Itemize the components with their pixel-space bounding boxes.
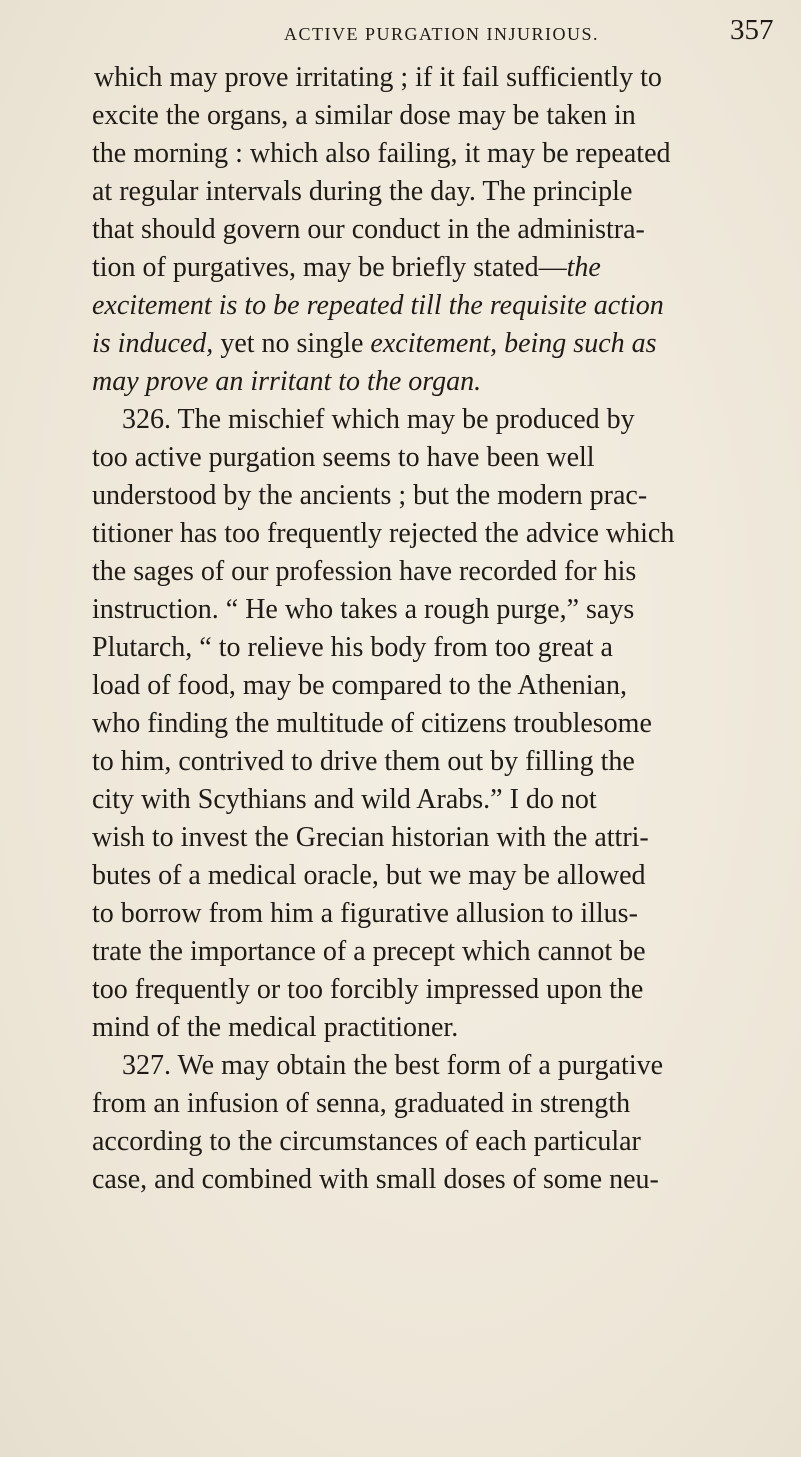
italic-fragment: may prove an irritant to the organ. [92, 366, 482, 397]
text-line: at regular intervals during the day. The principle [92, 176, 633, 207]
page-number: 357 [730, 14, 774, 46]
text-line: that should govern our conduct in the administra- [92, 214, 645, 245]
text-line: titioner has too frequently rejected the advice which [92, 518, 675, 549]
text-line: load of food, may be compared to the Athenian, [92, 670, 627, 701]
text-line: Plutarch, “ to relieve his body from too great a [92, 632, 613, 663]
italic-fragment: excitement, being such as [370, 328, 657, 359]
text-line: city with Scythians and wild Arabs.” I do not [92, 784, 597, 815]
text-line-mixed [92, 326, 657, 362]
text-line: butes of a medical oracle, but we may be allowed [92, 860, 646, 891]
text-line: to him, contrived to drive them out by filling the [92, 746, 635, 777]
paragraph-start: 327. We may obtain the best form of a purgative [122, 1050, 664, 1081]
text-line: the sages of our profession have recorded for his [92, 556, 637, 587]
text-line: too active purgation seems to have been well [92, 442, 595, 473]
text-line: who finding the multitude of citizens troublesome [92, 708, 652, 739]
text-line: wish to invest the Grecian historian with the attri- [92, 822, 649, 853]
running-title: ACTIVE PURGATION INJURIOUS. [284, 24, 599, 44]
text-line: according to the circumstances of each particular [92, 1126, 641, 1157]
text-line-italic [92, 364, 481, 400]
text-line: mind of the medical practitioner. [92, 1012, 459, 1043]
italic-fragment: the [566, 252, 601, 283]
italic-fragment: excitement is to be repeated till the requisite action [92, 290, 664, 321]
text-line: too frequently or too forcibly impressed upon the [92, 974, 644, 1005]
text-line-italic [92, 288, 664, 324]
paragraph-start: 326. The mischief which may be produced by [122, 404, 635, 435]
text-line: case, and combined with small doses of some neu- [92, 1164, 659, 1195]
text-line: instruction. “ He who takes a rough purge,” says [92, 594, 635, 625]
text-line: from an infusion of senna, graduated in strength [92, 1088, 631, 1119]
text-fragment: tion of purgatives, may be briefly stated— [92, 252, 567, 283]
text-line-mixed [92, 250, 601, 286]
running-head [0, 14, 801, 54]
text-line: which may prove irritating ; if it fail sufficiently to [94, 62, 662, 93]
text-line: trate the importance of a precept which cannot be [92, 936, 646, 967]
text-line: understood by the ancients ; but the modern prac- [92, 480, 648, 511]
text-line: to borrow from him a figurative allusion to illus- [92, 898, 638, 929]
text-line: the morning : which also failing, it may be repeated [92, 138, 671, 169]
text-line: excite the organs, a similar dose may be taken in [92, 100, 636, 131]
text-fragment: yet no single [213, 328, 371, 359]
italic-fragment: is induced, [92, 328, 214, 359]
